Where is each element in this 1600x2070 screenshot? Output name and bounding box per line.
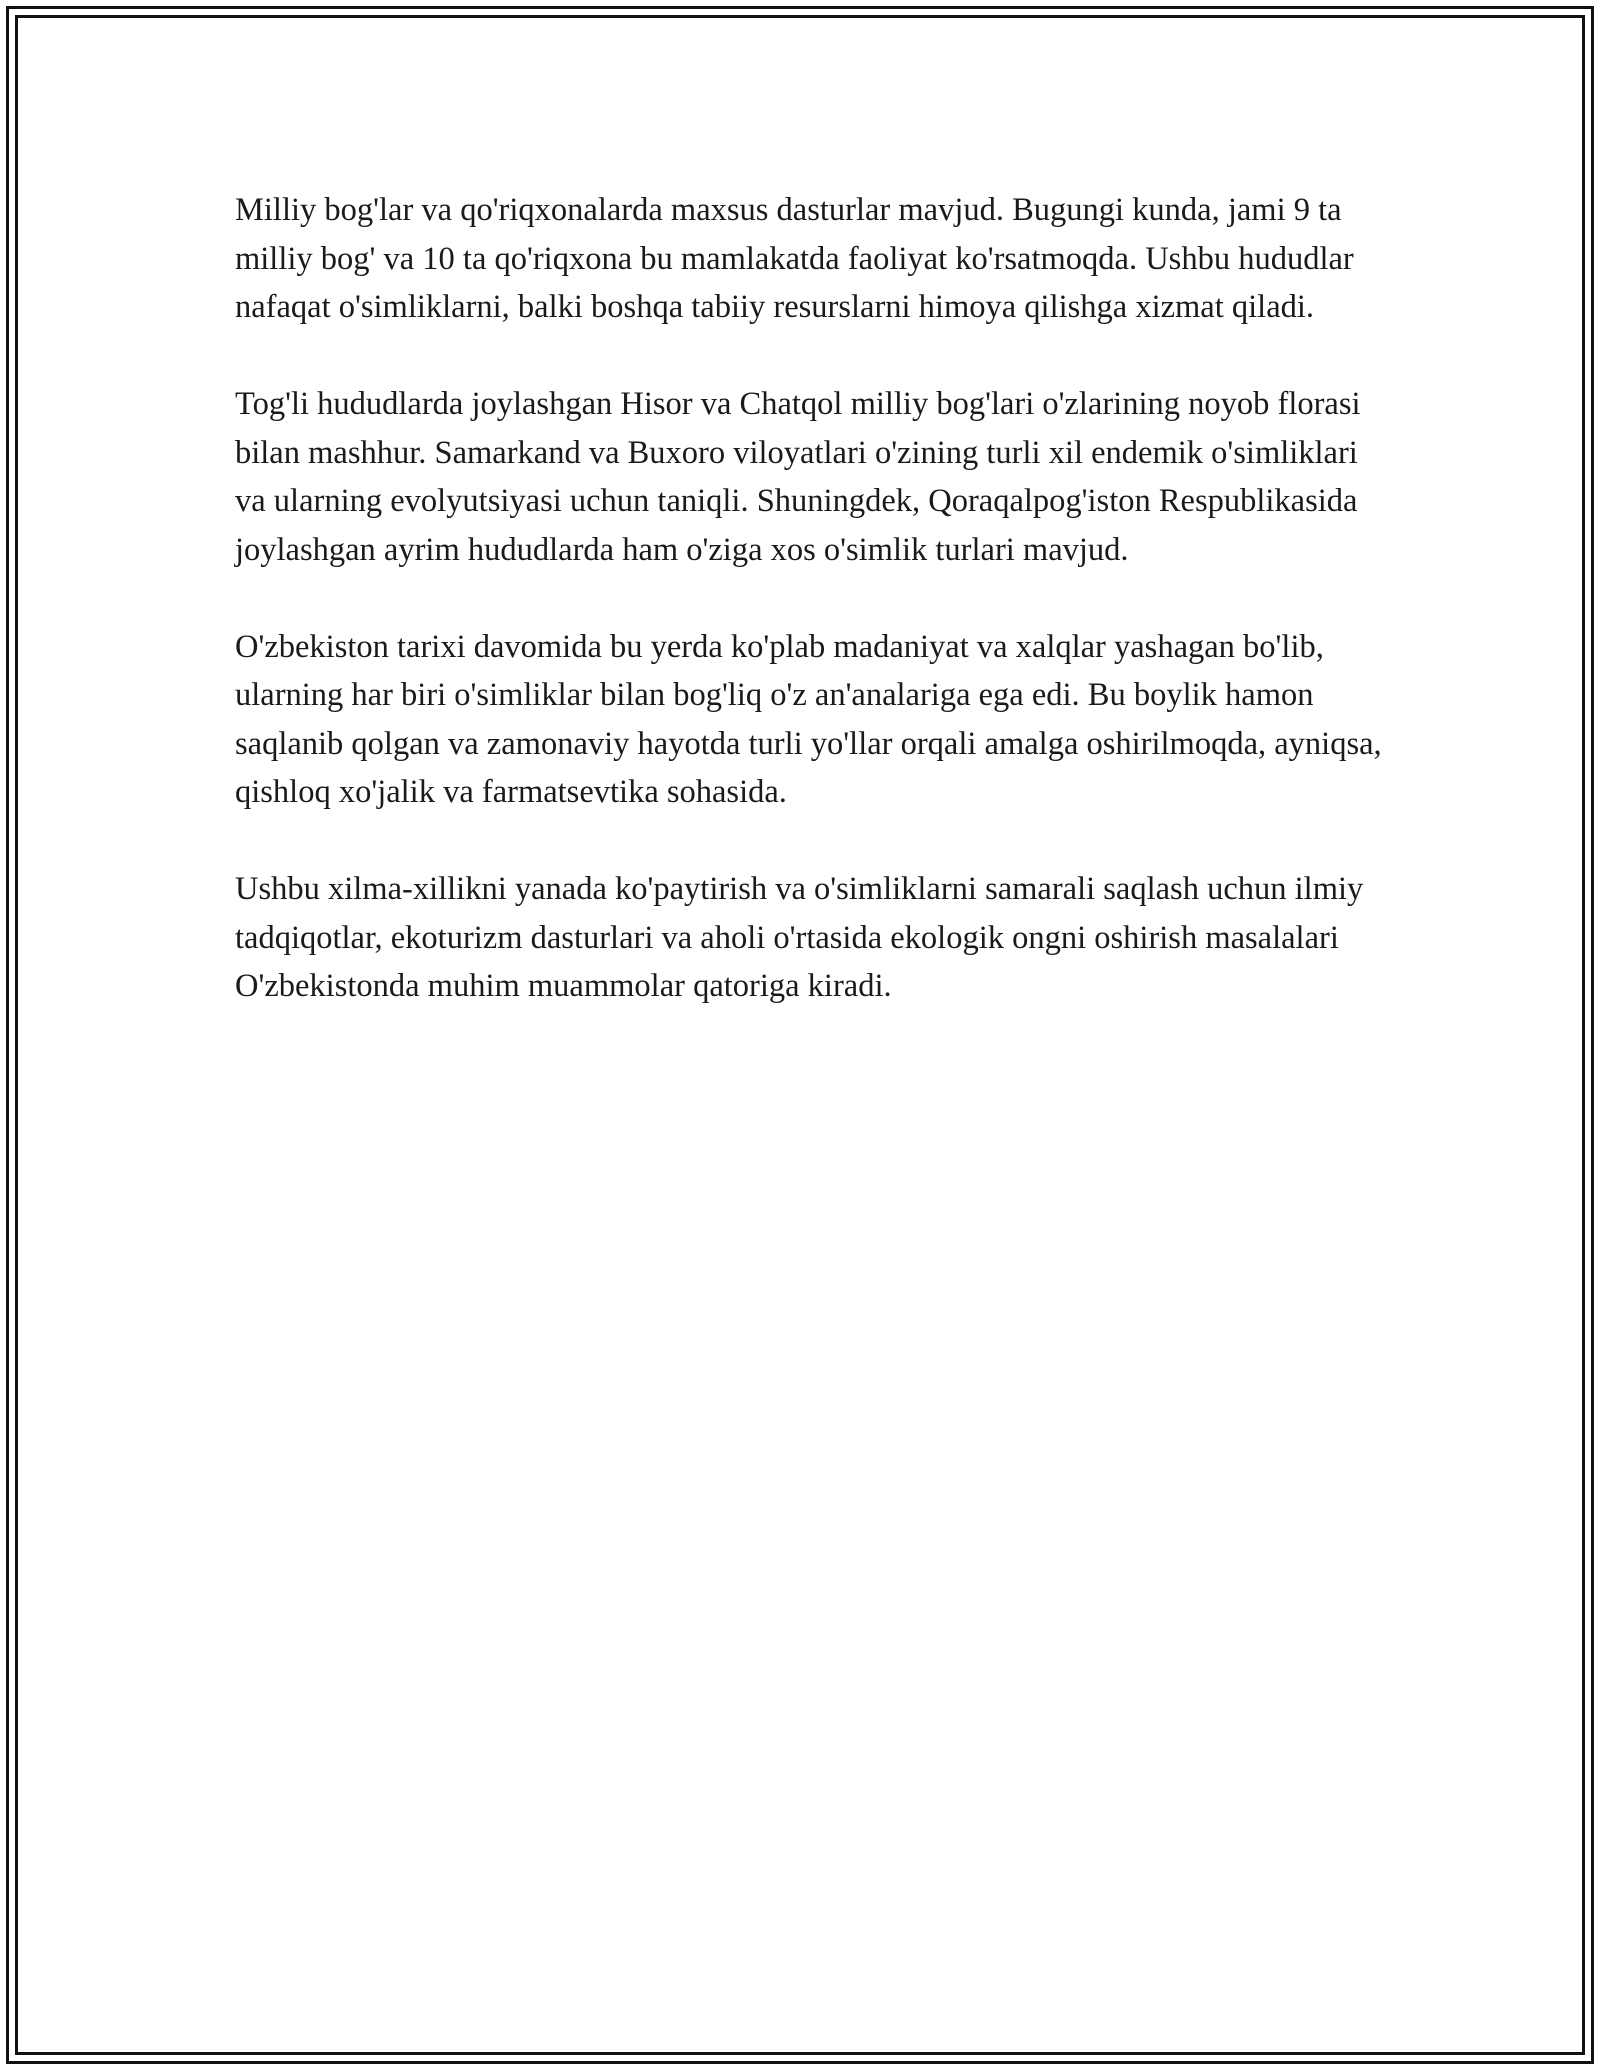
paragraph-3: O'zbekiston tarixi davomida bu yerda ko'plab madaniyat va xalqlar yashagan bo'lib, ularning har biri o'simliklar bilan bog'liq o'z an'analariga ega edi. Bu boylik hamon saqlanib qolgan va zamonaviy hayotda turli yo'llar orqali amalga oshirilmoqda, ayniqsa, qishloq xo'jalik va farmatsevtika sohasida. xyxy=(235,628,1382,810)
paragraph-2: Tog'li hududlarda joylashgan Hisor va Chatqol milliy bog'lari o'zlarining noyob florasi bilan mashhur. Samarkand va Buxoro viloyatlari o'zining turli xil endemik o'simliklari va ularning evolyutsiyasi uchun taniqli. Shuningdek, Qoraqalpog'iston Respublikasida joylashgan ayrim hududlarda ham o'ziga xos o'simlik turlari mavjud. xyxy=(235,386,1361,568)
paragraph-1: Milliy bog'lar va qo'riqxonalarda maxsus dasturlar mavjud. Bugungi kunda, jami 9 ta milliy bog' va 10 ta qo'riqxona bu mamlakatda faoliyat ko'rsatmoqda. Ushbu hududlar nafaqat o'simliklarni, balki boshqa tabiiy resurslarni himoya qilishga xizmat qiladi. xyxy=(235,192,1354,325)
paragraph-4: Ushbu xilma-xillikni yanada ko'paytirish va o'simliklarni samarali saqlash uchun ilmiy tadqiqotlar, ekoturizm dasturlari va aholi o'rtasida ekologik ongni oshirish masalalari O'zbekistonda muhim muammolar qatoriga kiradi. xyxy=(235,871,1364,1004)
document-body xyxy=(235,186,1395,1059)
